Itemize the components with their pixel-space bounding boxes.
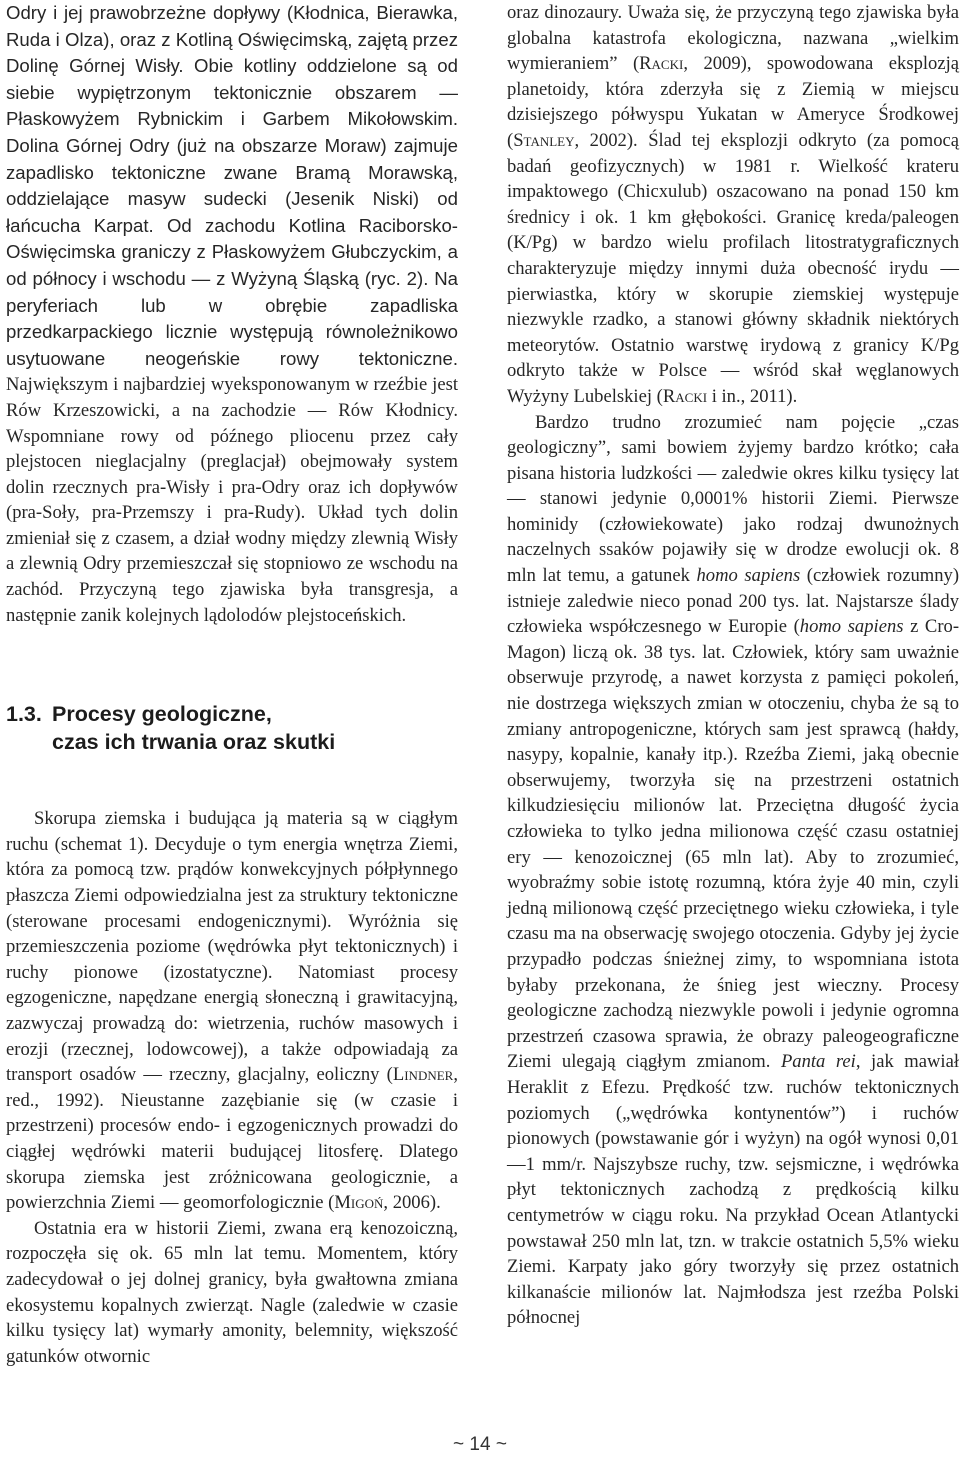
- right-column: [507, 0, 959, 1331]
- citation-author: Racki: [662, 385, 708, 407]
- citation-author: Lindner: [392, 1064, 454, 1086]
- section-title-line2: czas ich trwania oraz skutki: [52, 730, 336, 755]
- paragraph-text: i in., 2011).: [707, 385, 798, 407]
- paragraph: [507, 0, 959, 410]
- paragraph-text: z Cro-Magon) liczą ok. 38 tys. lat. Człowiek, który sam uważnie obserwuje przyrodę, a nawet korzysta z pamięci pokoleń, nie dostrzega większych zmian w otoczeniu, chyba że są to zmiany antropogeniczne, których sam jest sprawcą (hałdy, nasypy, kopalnie, kanały itp.). Rzeźba Ziemi, jaką obecnie obserwujemy, tworzyła się na przestrzeni ostatnich kilkudziesięciu milionów lat. Przeciętna długość życia człowieka to tylko jedna milionowa część czasu ostatniej ery — kenozoicznej (65 mln lat). Aby to zrozumieć, wyobraźmy sobie istotę rozumną, która żyje 40 min, czyli jedną milionową część przeciętnego wieku człowieka, i tyle czasu ma na obserwację swojego otoczenia. Gdyby jej życie przypadło podczas śnieżnej zimy, to wspomniana istota byłaby przekonana, że śnieg jest wieczny. Procesy geologiczne zachodzą niezwykle powoli i jedynie ogromna przestrzeń czasowa sprawia, że obrazy paleogeograficzne Ziemi ulegają ciągłym zmianom.: [507, 616, 960, 1073]
- paragraph-text: Największym i najbardziej wyeksponowanym w rzeźbie jest Rów Krzeszowicki, a na zachodzie — Rów Kłodnicy. Wspomniane rowy od późnego pliocenu przez cały plejstocen nieglacjalny (preglacjał) obejmowały system dolin rzecznych pra-Wisły i pra-Odry oraz ich dopływów (pra-Soły, pra-Przemszy i pra-Rudy). Układ tych dolin zmieniał się z czasem, a dział wodny między zlewnią Wisły a zlewnią Odry przemieszczał się stopniowo ze wschodu na zachód. Przyczyną tego zjawiska była transgresja, a następnie zanik kolejnych lądolodów plejstoceńskich.: [6, 374, 458, 626]
- section-title-line1: Procesy geologiczne,: [52, 702, 272, 727]
- paragraph-text: , red., 1992). Nieustanne zazębianie się (w czasie i przestrzeni) procesów endo- i egzogenicznych prowadzi do ciągłej wędrówki materii budującej litosferę. Dlatego skorupa ziemska jest zróżnicowana geologicznie, a powierzchnia Ziemi — geomorfologicznie (: [6, 1064, 458, 1214]
- paragraph-text: , 2002). Ślad tej eksplozji odkryto (za pomocą badań geofizycznych) w 1981 r. Wielkość krateru impaktowego (Chicxulub) oszacowano na ponad 150 km średnicy i ok. 1 km głębokości. Granicę kreda/paleogen (K/Pg) w bardzo wielu profilach litostratygraficznych charakteryzuje między innymi duża obecność irydu — pierwiastka, który w skorupie ziemskiej występuje niezwykle rzadko, a stanowi główny składnik niektórych meteorytów. Ostatnio warstwę irydową z granicy K/Pg odkryto także w Polsce — wśród skał węglanowych Wyżyny Lubelskiej (: [507, 129, 959, 407]
- paragraph-text: oraz dinozaury. Uważa się, że przyczyną tego zjawiska była globalna katastrofa ekologiczna, nazwana „wielkim wymieraniem” (: [507, 2, 959, 75]
- page-number: ~ 14 ~: [453, 1434, 507, 1455]
- paragraph: [6, 0, 458, 628]
- species-name: homo sapiens: [696, 565, 801, 587]
- paragraph-text-sans: Odry i jej prawobrzeżne dopływy (Kłodnica, Bierawka, Ruda i Olza), oraz z Kotliną Oświęcimską, zajętą przez Dolinę Górnej Wisły. Obie kotliny oddzielone są od siebie wypiętrzonym tektonicznie obszarem — Płaskowyżem Rybnickim i Garbem Mikołowskim. Dolina Górnej Odry (już na obszarze Moraw) zajmuje zapadlisko tektoniczne zwane Bramą Morawską, oddzielające masyw sudecki (Jesenik Niski) od łańcucha Karpat. Od zachodu Kotlina Raciborsko-Oświęcimska graniczy z Płaskowyżem Głubczyckim, a od północy i wschodu — z Wyżyną Śląską (ryc. 2). Na peryferiach lub w obrębie zapadliska przedkarpackiego licznie występują równoleżnikowo usytuowane neogeńskie rowy tektoniczne.: [6, 2, 458, 369]
- paragraph-text: , 2009), spowodowana eksplozją planetoidy, która zderzyła się z Ziemią w miejscu dzisiejszego półwyspu Yukatan w Ameryce Środkowej (: [507, 53, 959, 151]
- paragraph-text: , 2006).: [383, 1192, 441, 1214]
- paragraph-text: , jak mawiał Heraklit z Efezu. Prędkość tzw. ruchów tektonicznych poziomych („wędrówka kontynentów”) i ruchów pionowych (powstawanie gór i wyżyn) na ogół wynosi 0,01—1 mm/r. Najszybsze ruchy, tzw. sejsmiczne, i wędrówka płyt tektonicznych zachodzą z prędkością kilku centymetrów w ciągu roku. Na przykład Ocean Atlantycki powstawał 250 mln lat, tzn. w trakcie ostatnich 5,5% wieku Ziemi. Karpaty jako góry tworzyły się przez ostatnich kilkanaście milionów lat. Najmłodsza jest rzeźba Polski północnej: [507, 1051, 960, 1329]
- paragraph-text: Skorupa ziemska i budująca ją materia są w ciągłym ruchu (schemat 1). Decyduje o tym energia wnętrza Ziemi, która za pomocą tzw. prądów konwekcyjnych półpłynnego płaszcza Ziemi odpowiedzialna jest za struktury tektoniczne (sterowane procesami endogenicznymi). Wyróżnia się przemieszczenia poziome (wędrówka płyt tektonicznych) i ruchy pionowe (izostatyczne). Natomiast procesy egzogeniczne, napędzane energią słoneczną i grawitacyjną, zazwyczaj prowadzą do: wietrzenia, ruchów masowych i erozji (rzecznej, lodowcowej), a także odpowiadają za transport osadów — rzeczny, glacjalny, eoliczny (: [6, 808, 458, 1086]
- paragraph: [6, 806, 458, 1216]
- citation-author: Stanley: [513, 129, 575, 151]
- left-column: [6, 0, 458, 1369]
- paragraph: Ostatnia era w historii Ziemi, zwana erą kenozoiczną, rozpoczęła się ok. 65 mln lat temu. Momentem, który zadecydował o jej dolnej granicy, była gwałtowna zmiana ekosystemu kopalnych zwierząt. Nagle (zaledwie w czasie kilku tysięcy lat) wymarły amonity, belemnity, większość gatunków otwornic: [6, 1217, 458, 1367]
- paragraph-text: (człowiek rozumny) istnieje zaledwie nieco ponad 200 tys. lat. Najstarsze ślady człowieka współczesnego w Europie (: [507, 565, 960, 638]
- species-name: homo sapiens: [799, 616, 904, 638]
- section-number: 1.3.: [6, 702, 42, 727]
- citation-author: Migoń: [334, 1192, 384, 1214]
- section-heading: [6, 700, 458, 756]
- paragraph-text: Bardzo trudno zrozumieć nam pojęcie „czas geologiczny”, sami bowiem żyjemy bardzo krótko; cała pisana historia ludzkości — zaledwie okres kilku tysięcy lat — stanowi jedynie 0,0001% historii Ziemi. Pierwsze hominidy (człowiekowate) jako rodzaj dwunożnych naczelnych ssaków pojawiły się w drodze ewolucji ok. 8 mln lat temu, a gatunek: [507, 411, 959, 587]
- paragraph: [507, 410, 959, 1331]
- citation-author: Racki: [639, 53, 684, 75]
- latin-phrase: Panta rei: [780, 1051, 856, 1073]
